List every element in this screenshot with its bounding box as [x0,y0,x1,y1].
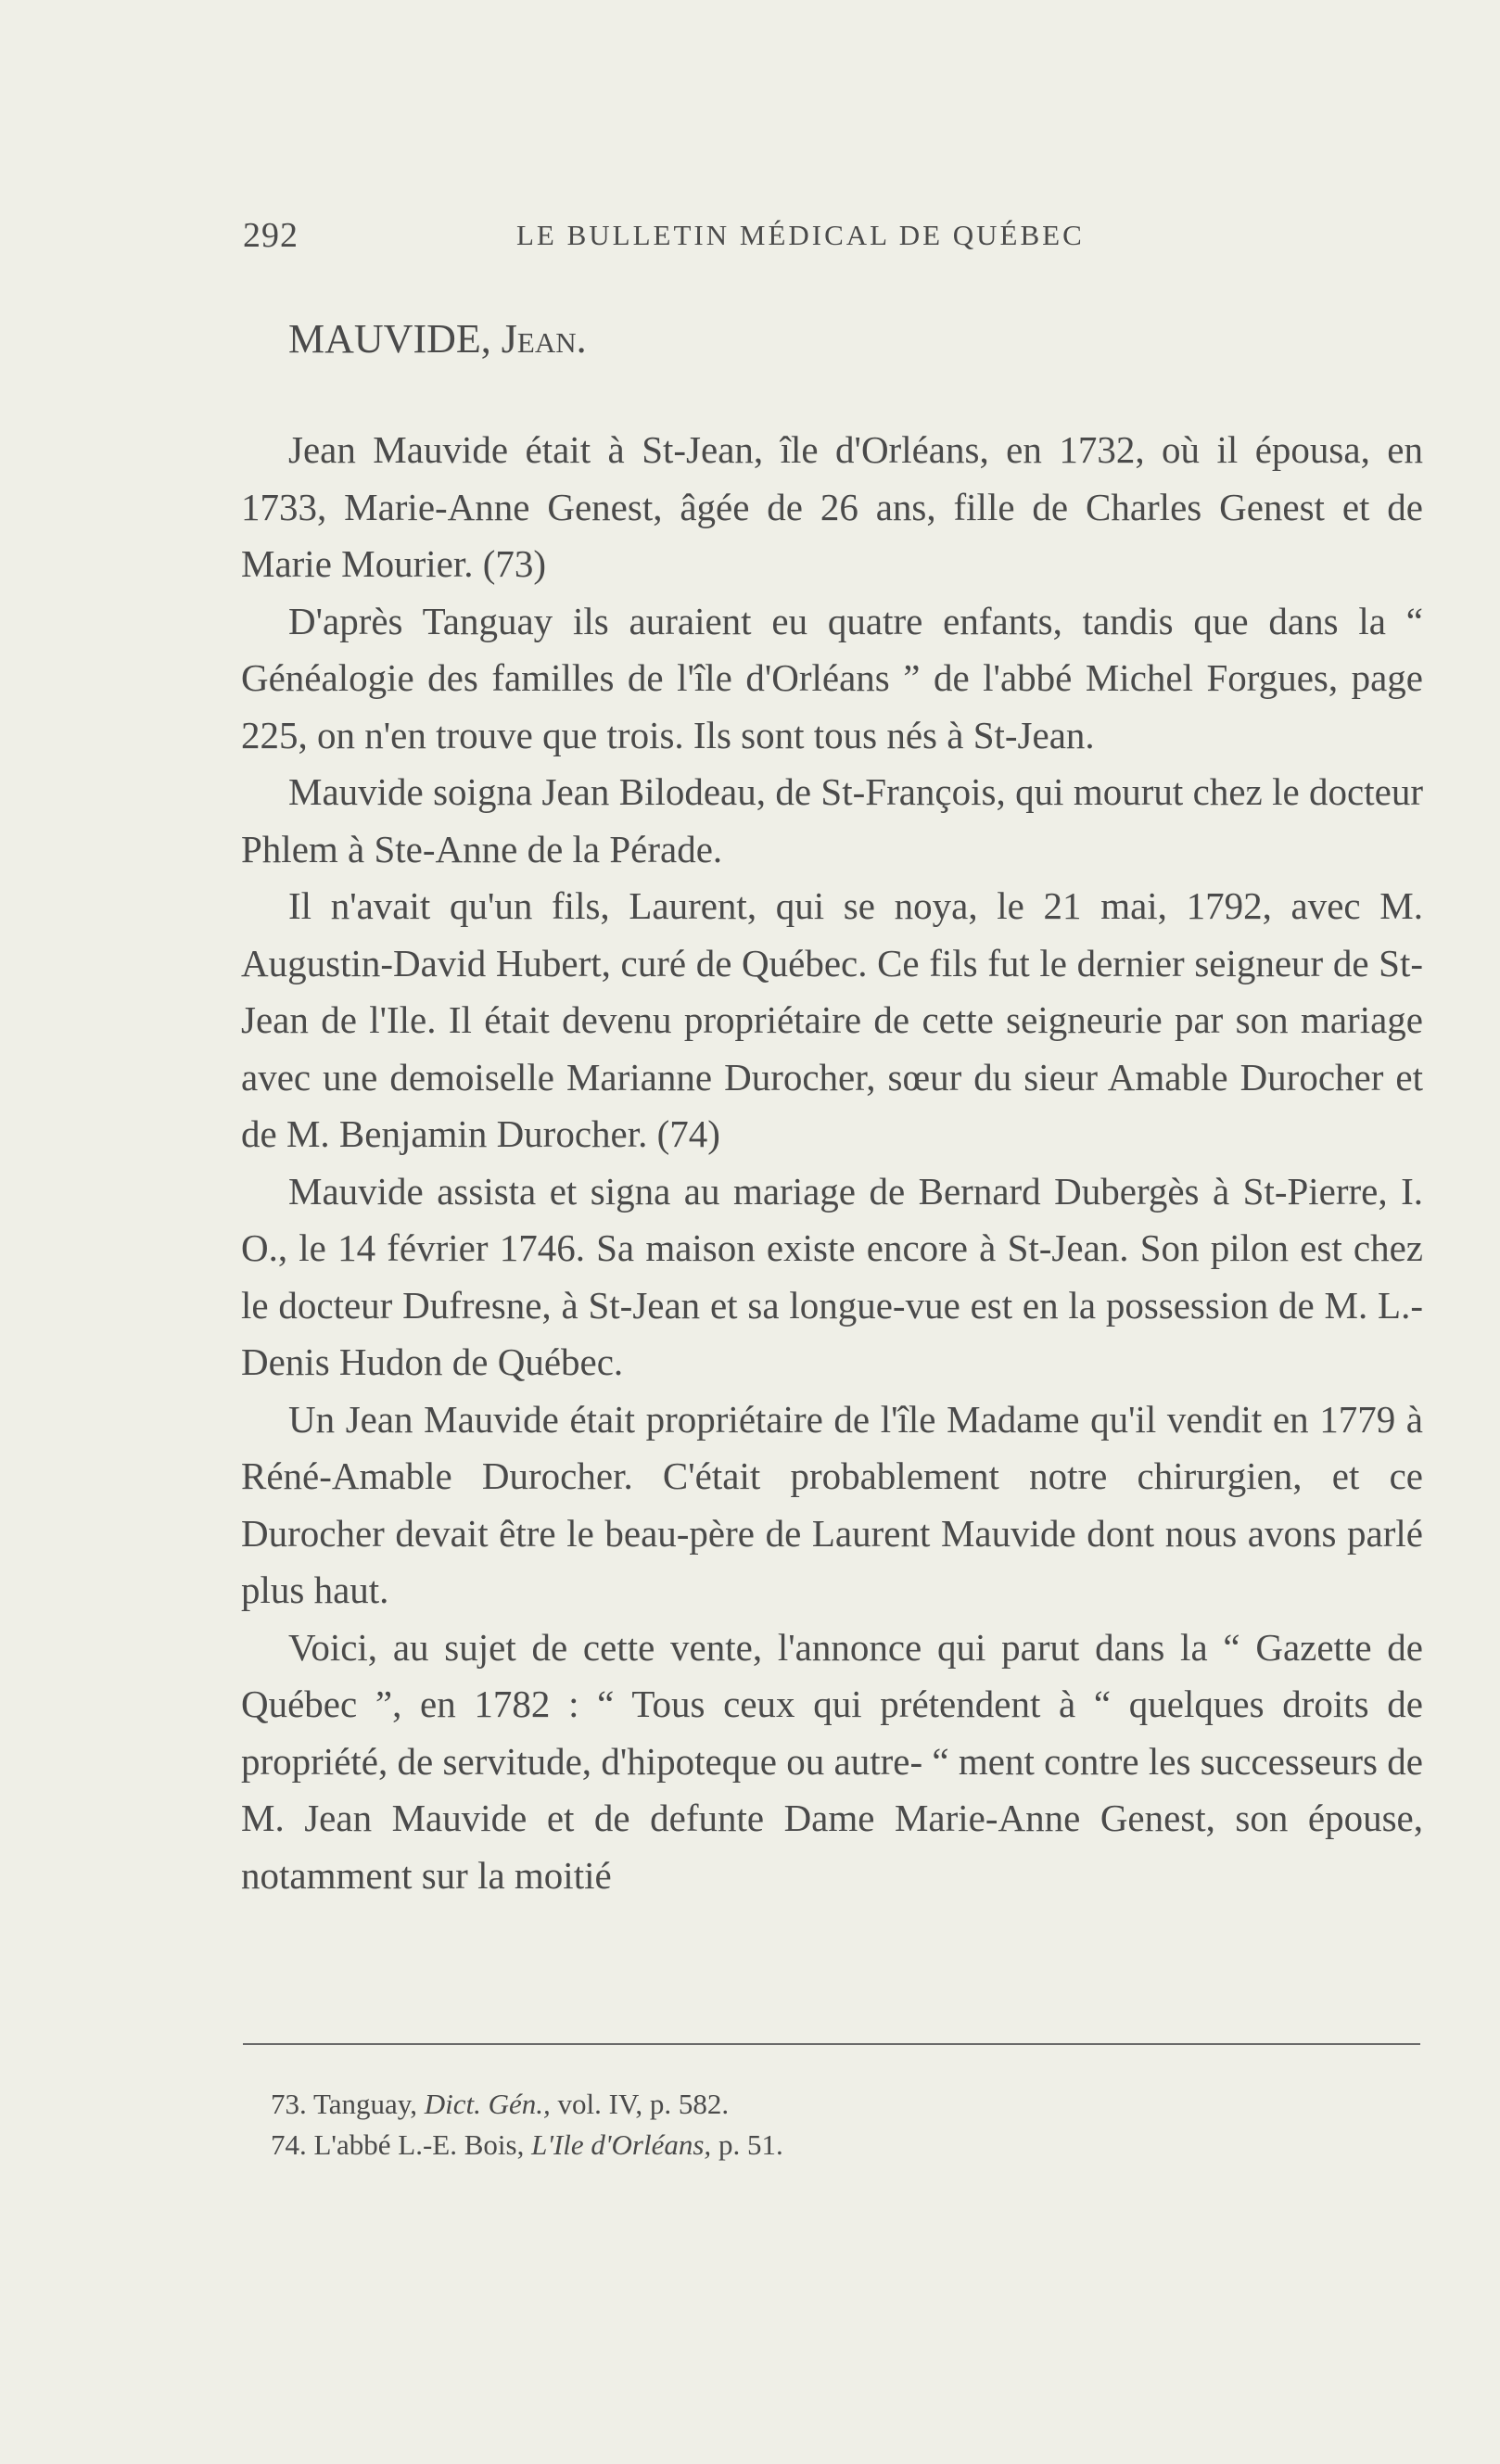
paragraph: Mauvide soigna Jean Bilodeau, de St-François, qui mourut chez le docteur Phlem à Ste-Anne de la Pérade. [241,770,1423,870]
running-head: LE BULLETIN MÉDICAL DE QUÉBEC [516,219,1085,251]
footnote-author: L'abbé L.-E. Bois, [313,2128,525,2161]
footnote-divider [243,2043,1420,2045]
paragraph: Un Jean Mauvide était propriétaire de l'île Madame qu'il vendit en 1779 à Réné-Amable Durocher. C'était probablement notre chirurgien, et ce Durocher devait être le beau-père de Laurent Mauvide dont nous avons parlé plus haut. [241,1397,1423,1611]
footnote-author: Tanguay, [312,2088,417,2120]
footnote-reference: vol. IV, p. 582. [557,2088,730,2120]
page-number: 292 [243,216,299,255]
page-header [243,215,1420,261]
footnote-title: L'Ile d'Orléans, [531,2128,712,2161]
entry-title: MAUVIDE, Jean. [288,316,587,362]
paragraph: Jean Mauvide était à St-Jean, île d'Orléans, en 1732, où il épousa, en 1733, Marie-Anne Genest, âgée de 26 ans, fille de Charles Genest et de Marie Mourier. (73) [241,428,1423,585]
footnotes [271,2084,1411,2166]
paragraph: Voici, au sujet de cette vente, l'annonce qui parut dans la “ Gazette de Québec ”, en 1782 : “ Tous ceux qui prétendent à “ quelques droits de propriété, de servitude, d'hipoteque ou autre- “ ment contre les successeurs de M. Jean Mauvide et de defunte Dame Marie-Anne Genest, son épouse, notamment sur la moitié [241,1625,1423,1897]
footnote-73 [271,2084,1411,2125]
footnote-reference: p. 51. [718,2128,783,2161]
footnote-title: Dict. Gén., [424,2088,551,2120]
paragraph: D'après Tanguay ils auraient eu quatre enfants, tandis que dans la “ Généalogie des familles de l'île d'Orléans ” de l'abbé Michel Forgues, page 225, on n'en trouve que trois. Ils sont tous nés à St-Jean. [241,599,1423,756]
footnote-number: 73. [271,2088,307,2120]
main-text [241,311,1423,1904]
footnote-number: 74. [271,2128,307,2161]
paragraph: Il n'avait qu'un fils, Laurent, qui se noya, le 21 mai, 1792, avec M. Augustin-David Hubert, curé de Québec. Ce fils fut le dernier seigneur de St-Jean de l'Ile. Il était devenu propriétaire de cette seigneurie par son mariage avec une demoiselle Marianne Durocher, sœur du sieur Amable Durocher et de M. Benjamin Durocher. (74) [241,884,1423,1155]
paragraph: Mauvide assista et signa au mariage de Bernard Dubergès à St-Pierre, I. O., le 14 février 1746. Sa maison existe encore à St-Jean. Son pilon est chez le docteur Dufresne, à St-Jean et sa longue-vue est en la possession de M. L.-Denis Hudon de Québec. [241,1169,1423,1383]
footnote-74 [271,2125,1411,2166]
